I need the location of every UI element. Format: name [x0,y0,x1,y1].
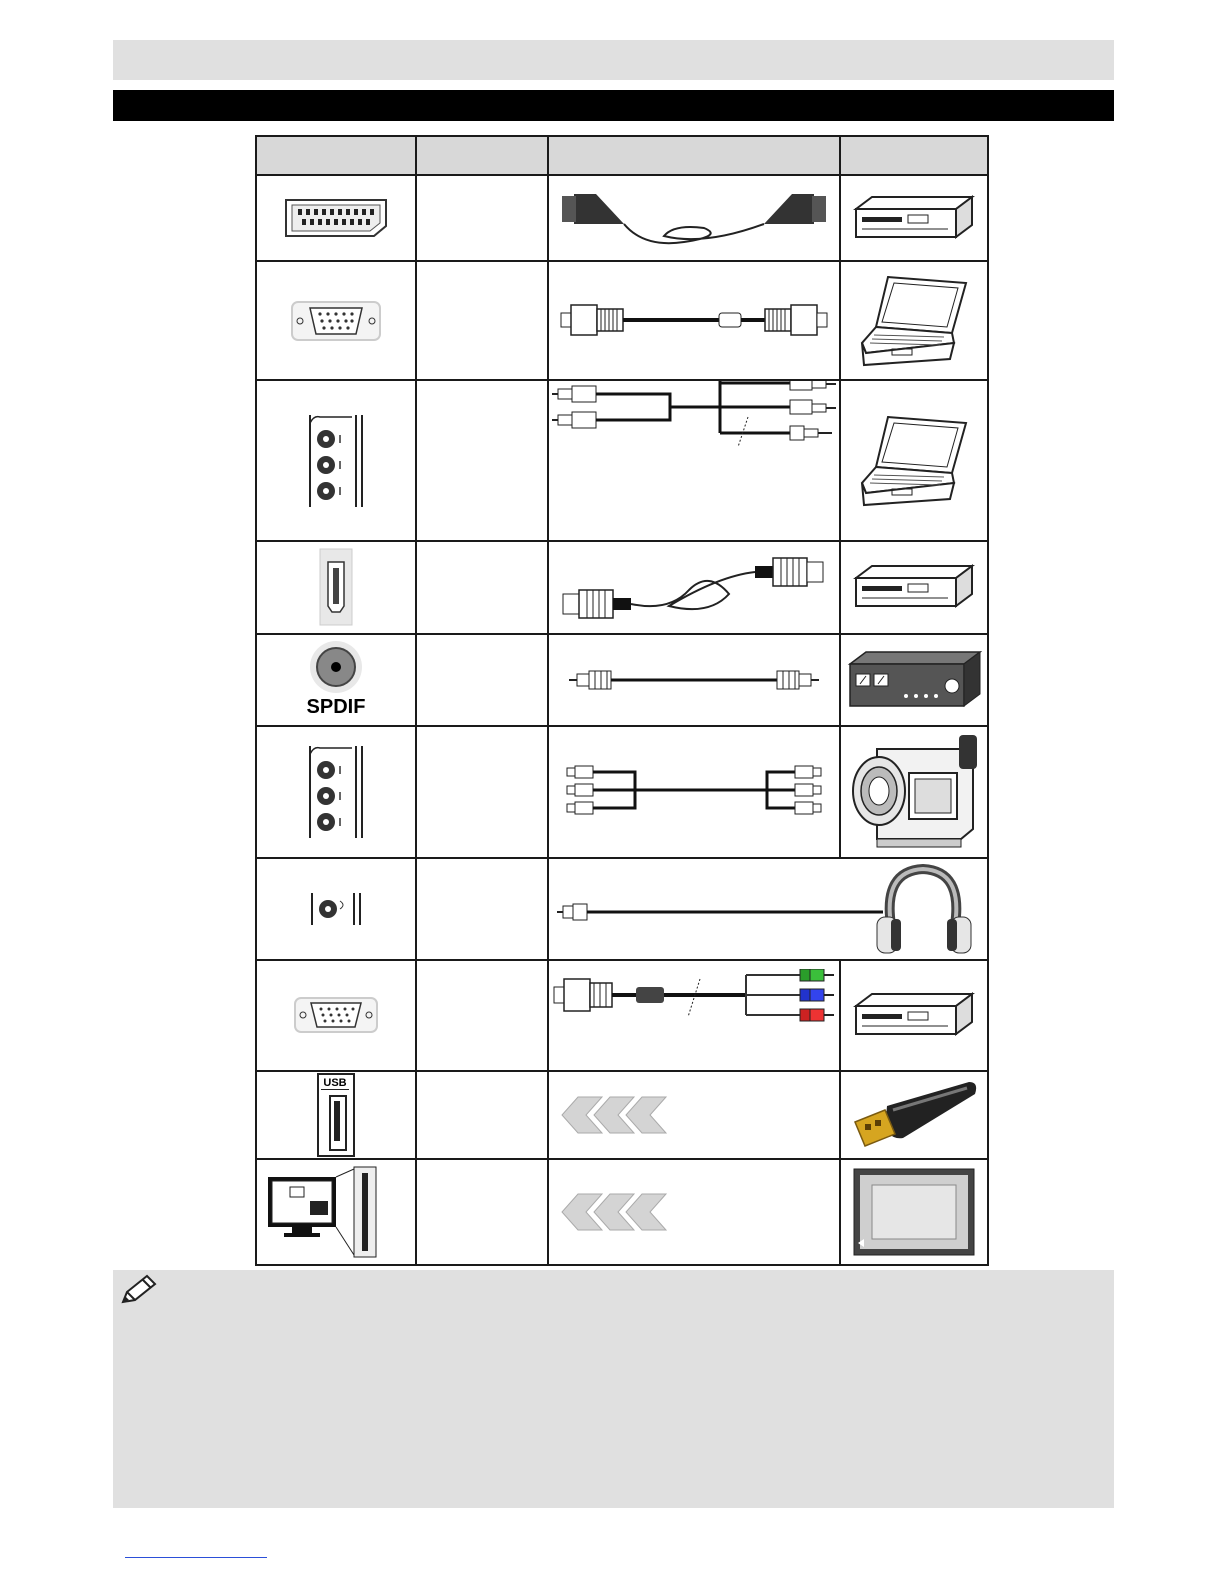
headphones-icon [877,869,971,953]
type-cell [416,1159,548,1265]
rca-to-jack-audio-cable-icon [552,381,836,521]
device-cell [840,175,988,261]
note-box [113,1270,1114,1508]
cam-module-icon [852,1167,976,1257]
port-cell [256,380,416,540]
port-cell [256,1071,416,1159]
type-cell [416,634,548,726]
section-title-bar [113,90,1114,121]
spdif-label: SPDIF [306,696,366,719]
type-cell [416,541,548,634]
headphone-socket-icon [308,891,364,927]
cable-cell [548,960,840,1070]
cable-cell [548,1159,840,1265]
cable-cell [548,858,988,960]
port-cell [256,175,416,261]
vga-cable-icon [559,291,829,351]
hdmi-cable-icon [559,550,829,624]
side-av-audio-socket-icon [306,413,366,509]
cable-cell [548,1071,840,1159]
table-row [256,634,988,726]
insert-arrows-icon [552,1095,836,1135]
usb-label: USB [321,1077,349,1090]
type-cell [416,175,548,261]
vga-socket-icon [290,300,382,342]
cable-cell [548,726,840,858]
port-cell [256,726,416,858]
table-row [256,261,988,380]
table-row [256,858,988,960]
type-cell [416,858,548,960]
ci-slot-icon [262,1165,410,1259]
header-bar [113,40,1114,80]
device-cell [840,261,988,380]
device-cell [840,541,988,634]
vga-to-component-cable-icon [552,969,836,1037]
device-cell [840,1071,988,1159]
side-av-socket-icon [306,744,366,840]
cable-cell [548,541,840,634]
type-cell [416,380,548,540]
dvd-player-icon [852,990,976,1040]
laptop-icon [858,273,970,369]
device-cell [840,726,988,858]
table-row [256,541,988,634]
type-cell [416,960,548,1070]
usb-socket-icon [317,1073,355,1157]
scart-socket-icon [282,196,390,240]
cable-cell [548,261,840,380]
header-cables [548,136,840,175]
spdif-socket-icon [309,640,363,694]
scart-cable-icon [554,180,834,256]
camcorder-icon [849,729,979,855]
cable-cell [548,380,840,540]
type-cell [416,1071,548,1159]
cable-cell [548,634,840,726]
port-cell [256,634,416,726]
table-row [256,380,988,540]
port-cell [256,541,416,634]
device-cell [840,960,988,1070]
table-row [256,175,988,261]
coaxial-cable-icon [569,665,819,695]
table-row [256,726,988,858]
dvd-player-icon [852,193,976,243]
header-connector [256,136,416,175]
amplifier-icon [846,650,982,710]
device-cell [840,1159,988,1265]
dvd-player-icon [852,562,976,612]
type-cell [416,726,548,858]
device-cell [840,634,988,726]
table-header-row [256,136,988,175]
port-cell [256,960,416,1070]
port-cell [256,858,416,960]
av-rca-cable-icon [559,762,829,822]
connections-table [255,135,989,1266]
port-cell [256,261,416,380]
laptop-icon [858,413,970,509]
headphone-cable-icon [553,861,983,957]
usb-stick-icon [849,1080,979,1150]
header-type [416,136,548,175]
hdmi-socket-icon [319,548,353,626]
device-cell [840,380,988,540]
table-row [256,960,988,1070]
footer-link-underline[interactable] [125,1557,267,1558]
pencil-note-icon [119,1274,159,1308]
type-cell [416,261,548,380]
port-cell [256,1159,416,1265]
table-row [256,1159,988,1265]
table-row [256,1071,988,1159]
ypbpr-vga-socket-icon [293,996,379,1034]
header-device [840,136,988,175]
insert-arrows-icon [552,1192,836,1232]
cable-cell [548,175,840,261]
